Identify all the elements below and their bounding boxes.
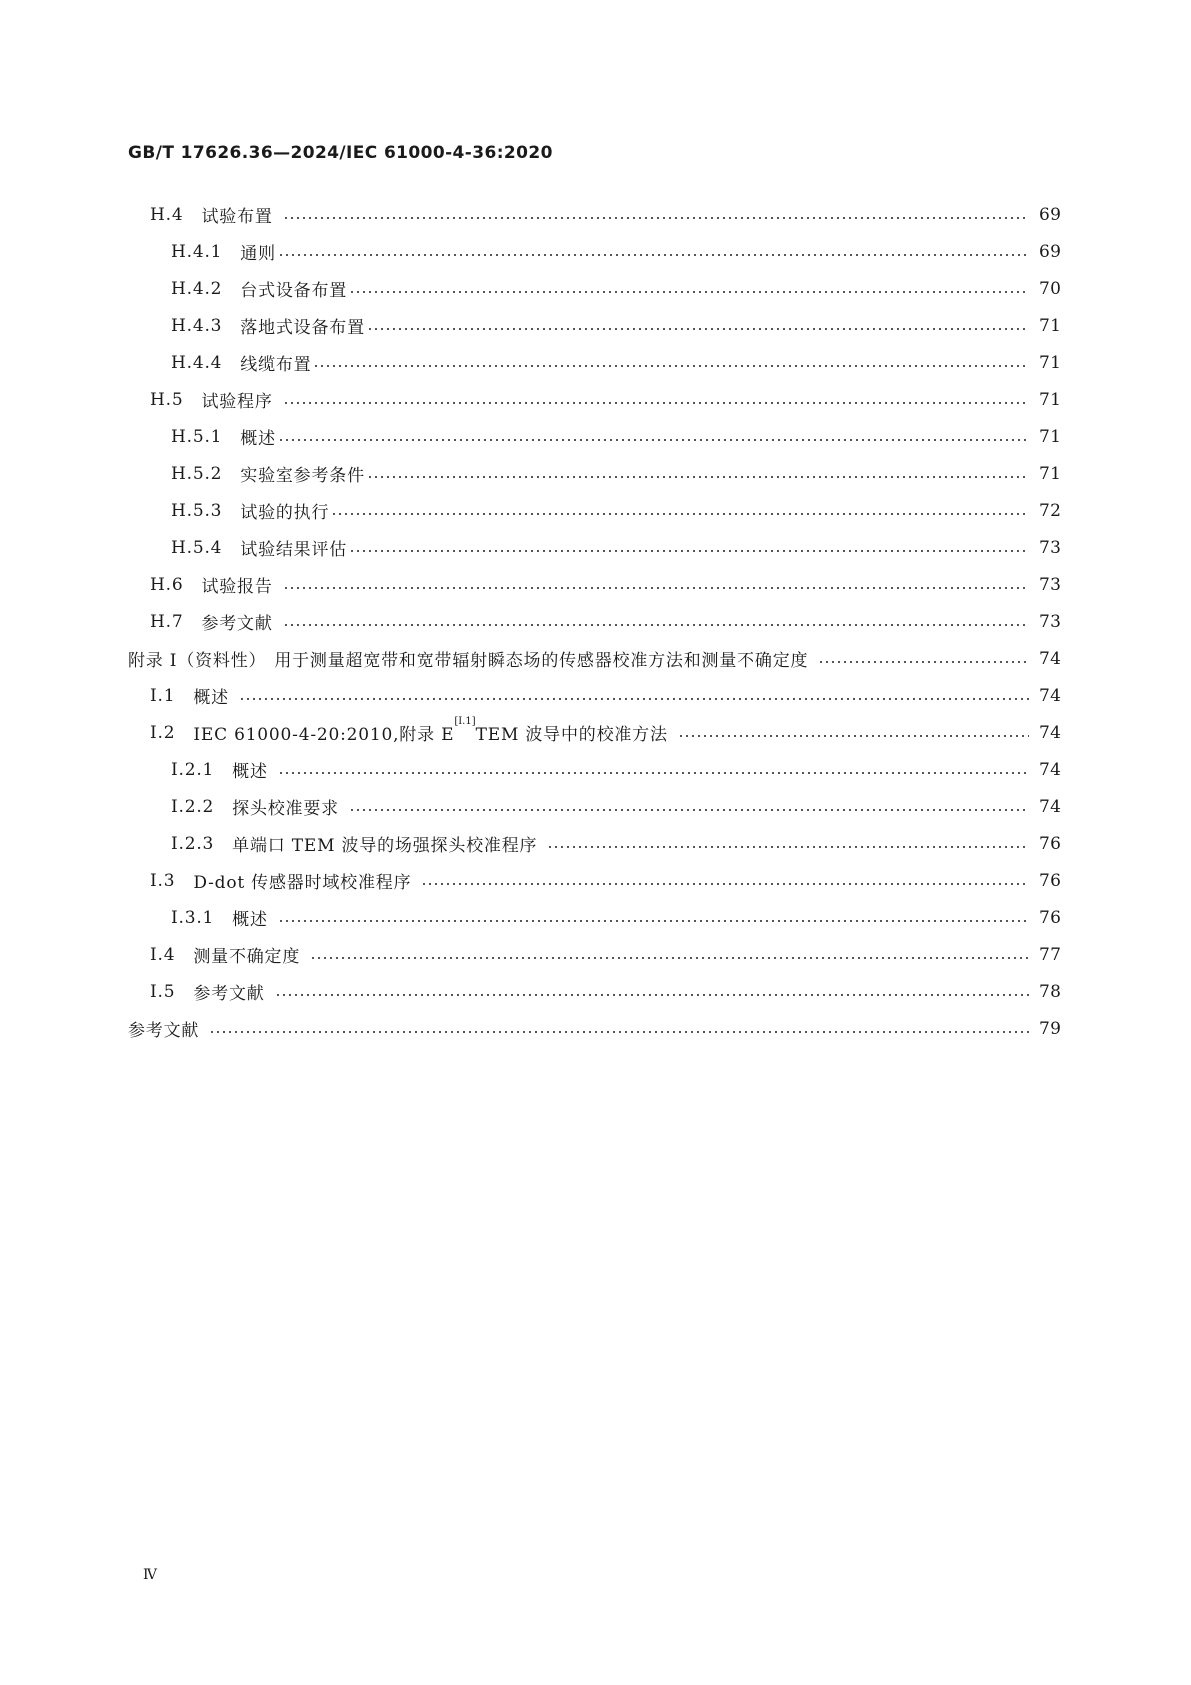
toc-entry[interactable] [0, 381, 1191, 418]
page-number: Ⅳ [143, 1567, 157, 1583]
dot-leader [367, 328, 1029, 330]
table-of-contents [0, 196, 1191, 1047]
toc-entry-title-text: 单端口 TEM 波导的场强探头校准程序 [232, 836, 538, 856]
dot-leader [331, 513, 1029, 515]
toc-entry-title [240, 498, 329, 523]
toc-entry-page: 73 [1039, 611, 1062, 632]
toc-entry-title [240, 350, 311, 375]
toc-entry-number: I.5 [150, 981, 176, 1002]
toc-entry-number: I.3.1 [171, 907, 215, 928]
dot-leader [278, 772, 1029, 774]
toc-entry-title-text: 试验的执行 [240, 503, 330, 523]
toc-entry-title-text: 参考文献 [193, 984, 265, 1004]
dot-leader [209, 1031, 1029, 1033]
dot-leader [678, 735, 1029, 737]
toc-entry-title-text: 参考文献 [128, 1021, 200, 1041]
toc-entry-title [232, 905, 268, 930]
toc-entry-number: I.2.2 [171, 796, 215, 817]
toc-entry-page: 71 [1039, 463, 1062, 484]
toc-entry-title [193, 716, 668, 745]
toc-entry[interactable] [0, 344, 1191, 381]
toc-entry[interactable] [0, 714, 1191, 751]
toc-entry-number: H.5.4 [171, 537, 223, 558]
toc-entry-title-text: 台式设备布置 [240, 281, 348, 301]
toc-entry-title [201, 609, 272, 634]
dot-leader [421, 883, 1029, 885]
toc-entry[interactable] [0, 196, 1191, 233]
toc-entry-page: 70 [1039, 278, 1062, 299]
dot-leader [283, 624, 1029, 626]
toc-entry-page: 71 [1039, 389, 1062, 410]
toc-entry-page: 74 [1039, 796, 1062, 817]
toc-entry-title [240, 313, 365, 338]
toc-entry[interactable] [0, 418, 1191, 455]
toc-entry-page: 73 [1039, 574, 1062, 595]
toc-entry-title-text: 概述 [240, 429, 276, 449]
toc-entry-title-text: 实验室参考条件 [240, 466, 365, 486]
dot-leader [283, 402, 1029, 404]
toc-entry-page: 69 [1039, 241, 1062, 262]
dot-leader [313, 365, 1029, 367]
toc-entry-title [240, 461, 365, 486]
dot-leader [239, 698, 1029, 700]
dot-leader [278, 254, 1029, 256]
toc-entry[interactable] [0, 751, 1191, 788]
toc-entry-page: 71 [1039, 315, 1062, 336]
toc-entry-number: H.6 [150, 574, 184, 595]
dot-leader [283, 217, 1029, 219]
toc-entry-page: 71 [1039, 352, 1062, 373]
toc-entry-title-text: 通则 [240, 244, 276, 264]
toc-entry[interactable] [0, 640, 1191, 677]
toc-entry-page: 69 [1039, 204, 1062, 225]
dot-leader [818, 661, 1029, 663]
toc-entry-title [274, 646, 808, 671]
toc-entry[interactable] [0, 862, 1191, 899]
dot-leader [278, 920, 1029, 922]
toc-entry-title-text: 试验报告 [201, 577, 273, 597]
toc-entry-title-text: 试验程序 [201, 392, 273, 412]
toc-entry[interactable] [0, 1010, 1191, 1047]
toc-entry-page: 76 [1039, 870, 1062, 891]
dot-leader [367, 476, 1029, 478]
toc-entry-number: I.2.3 [171, 833, 215, 854]
toc-entry-page: 74 [1039, 722, 1062, 743]
toc-entry-number: 附录 I（资料性） [128, 651, 267, 671]
toc-entry-page: 77 [1039, 944, 1062, 965]
toc-entry-title-text: 测量不确定度 [193, 947, 301, 967]
toc-entry-title-text: 落地式设备布置 [240, 318, 365, 338]
dot-leader [275, 994, 1029, 996]
toc-entry-page: 74 [1039, 648, 1062, 669]
toc-entry-number: H.5.1 [171, 426, 223, 447]
toc-entry-title [201, 572, 272, 597]
dot-leader [310, 957, 1029, 959]
toc-entry-title [193, 979, 264, 1004]
toc-entry-number: I.2 [150, 722, 176, 743]
toc-entry-title-text: 概述 [232, 762, 268, 782]
toc-entry[interactable] [0, 529, 1191, 566]
toc-entry-number: H.4.4 [171, 352, 223, 373]
toc-entry-title [232, 794, 339, 819]
dot-leader [278, 439, 1029, 441]
toc-entry-title-text: 试验布置 [201, 207, 273, 227]
toc-entry-title [193, 683, 229, 708]
toc-entry-page: 76 [1039, 907, 1062, 928]
toc-entry-title-text: 概述 [193, 688, 229, 708]
dot-leader [283, 587, 1029, 589]
toc-entry-page: 72 [1039, 500, 1062, 521]
toc-entry-page: 73 [1039, 537, 1062, 558]
toc-entry-title-text: 试验结果评估 [240, 540, 348, 560]
toc-entry-title-text: D-dot 传感器时域校准程序 [193, 873, 412, 893]
toc-entry-title-text: 参考文献 [201, 614, 273, 634]
toc-entry-page: 78 [1039, 981, 1062, 1002]
toc-entry[interactable] [0, 677, 1191, 714]
toc-entry[interactable] [0, 270, 1191, 307]
toc-entry-title [128, 1016, 199, 1041]
toc-entry-title [232, 757, 268, 782]
toc-entry-number: H.4 [150, 204, 184, 225]
toc-entry-number: H.5.3 [171, 500, 223, 521]
toc-entry[interactable] [0, 603, 1191, 640]
toc-entry-title [193, 868, 411, 893]
toc-entry[interactable] [0, 492, 1191, 529]
toc-entry[interactable] [0, 825, 1191, 862]
dot-leader [547, 846, 1029, 848]
toc-entry-page: 74 [1039, 685, 1062, 706]
dot-leader [349, 550, 1029, 552]
toc-entry-number: I.2.1 [171, 759, 215, 780]
toc-entry-page: 79 [1039, 1018, 1062, 1039]
toc-entry-page: 74 [1039, 759, 1062, 780]
toc-entry-title [193, 942, 300, 967]
toc-entry-citation: [I.1] [454, 716, 476, 727]
toc-entry-title [240, 535, 347, 560]
toc-entry-title [201, 387, 272, 412]
toc-entry[interactable] [0, 566, 1191, 603]
toc-entry-number: H.4.1 [171, 241, 223, 262]
dot-leader [349, 291, 1029, 293]
toc-entry-number: H.4.3 [171, 315, 223, 336]
dot-leader [349, 809, 1029, 811]
toc-entry[interactable] [0, 455, 1191, 492]
document-header: GB/T 17626.36—2024/IEC 61000-4-36:2020 [128, 143, 553, 163]
toc-entry-page: 76 [1039, 833, 1062, 854]
toc-entry-title [201, 202, 272, 227]
toc-entry-number: H.5.2 [171, 463, 223, 484]
toc-entry-number: H.5 [150, 389, 184, 410]
toc-entry-number: I.3 [150, 870, 176, 891]
toc-entry-page: 71 [1039, 426, 1062, 447]
toc-entry-title [240, 424, 276, 449]
toc-entry-number: I.1 [150, 685, 176, 706]
toc-entry[interactable] [0, 973, 1191, 1010]
toc-entry[interactable] [0, 307, 1191, 344]
toc-entry[interactable] [0, 899, 1191, 936]
toc-entry[interactable] [0, 788, 1191, 825]
toc-entry-title-text: 探头校准要求 [232, 799, 339, 819]
toc-entry-title-text: TEM 波导中的校准方法 [475, 725, 668, 745]
toc-entry-number: H.7 [150, 611, 184, 632]
toc-entry-title-text: 用于测量超宽带和宽带辐射瞬态场的传感器校准方法和测量不确定度 [274, 651, 809, 671]
toc-entry-title-text: 概述 [232, 910, 268, 930]
toc-entry[interactable] [0, 936, 1191, 973]
toc-entry-title-text: 线缆布置 [240, 355, 312, 375]
toc-entry-number: H.4.2 [171, 278, 223, 299]
toc-entry[interactable] [0, 233, 1191, 270]
toc-entry-title [240, 276, 347, 301]
toc-entry-title [232, 831, 537, 856]
toc-entry-title-text: IEC 61000-4-20:2010,附录 E [193, 725, 455, 745]
toc-entry-number: I.4 [150, 944, 176, 965]
toc-entry-title [240, 239, 276, 264]
